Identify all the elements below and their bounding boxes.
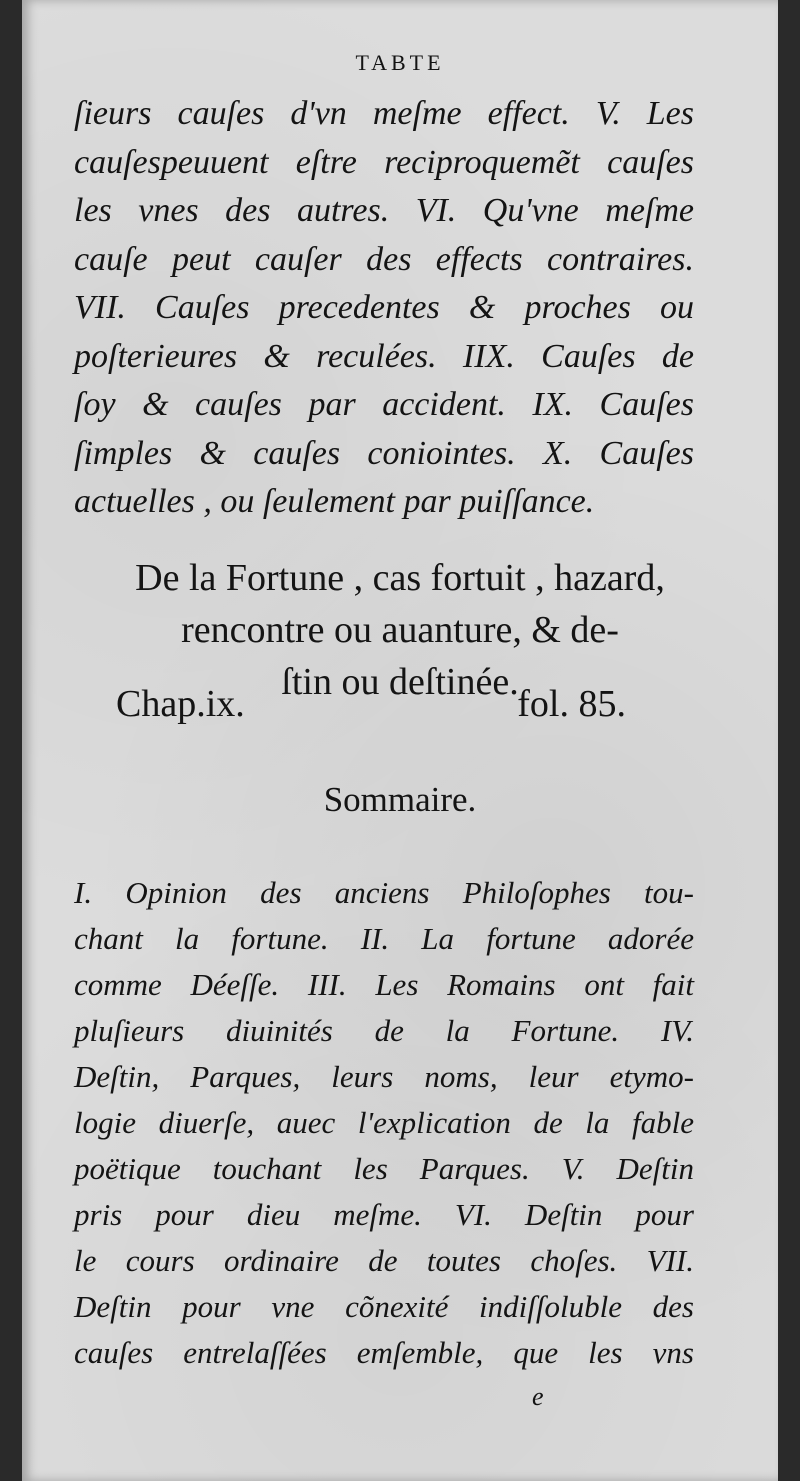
chapter-reference <box>116 682 626 734</box>
text-line: ſoy & cauſes par accident. IX. Cauſes <box>74 386 694 423</box>
text-line: cauſes entrelaſſées emſemble, que les vns <box>74 1335 694 1370</box>
text-line: les vnes des autres. VI. Qu'vne meſme <box>74 192 694 229</box>
chapter-title-line: ſtin ou deſtinée. <box>281 661 519 703</box>
running-head: TABTE <box>355 50 445 75</box>
text-line: cauſespeuuent eſtre reciproquemẽt cauſes <box>74 143 694 181</box>
text-line: Deſtin, Parques, leurs noms, leur etymo- <box>74 1059 694 1094</box>
text-line: poſterieures & reculées. IIX. Cauſes de <box>74 337 694 375</box>
summary-paragraph <box>74 870 694 1376</box>
sommaire-heading: Sommaire. <box>323 780 477 819</box>
text-line: Deſtin pour vne cõnexité indiſſoluble des <box>74 1289 694 1324</box>
signature-mark: e <box>532 1382 544 1411</box>
folio-label: fol. 85. <box>517 683 626 725</box>
text-line: chant la fortune. II. La fortune adorée <box>74 921 694 956</box>
text-line: logie diuerſe, auec l'explication de la fable <box>74 1105 694 1140</box>
chapter-title-line: De la Fortune , cas fortuit , hazard, <box>135 557 665 599</box>
text-line: VII. Cauſes precedentes & proches ou <box>74 289 694 326</box>
text-line: poëtique touchant les Parques. V. Deſtin <box>74 1151 694 1186</box>
text-line: ſimples & cauſes conіointes. X. Cauſes <box>74 434 694 472</box>
chapter-label: Chap.ix. <box>116 683 245 725</box>
text-line: pluſieurs diuinités de la Fortune. IV. <box>74 1013 694 1048</box>
text-line: I. Opinion des anciens Philoſophes tou- <box>74 875 694 910</box>
chapter-title-line: rencontre ou auanture, & de- <box>181 609 619 651</box>
book-page <box>22 0 778 1481</box>
text-line: cauſe peut cauſer des effects contraires. <box>74 240 694 278</box>
text-line: ſieurs cauſes d'vn meſme effect. V. Les <box>74 95 694 132</box>
text-line: pris pour dieu meſme. VI. Deſtin pour <box>74 1197 694 1232</box>
continuation-paragraph <box>74 90 694 527</box>
text-line: le cours ordinaire de toutes choſes. VII. <box>74 1243 694 1278</box>
text-line: actuelles , ou ſeulement par puiſſance. <box>74 483 595 520</box>
text-line: comme Déeſſe. III. Les Romains ont fait <box>74 967 694 1002</box>
